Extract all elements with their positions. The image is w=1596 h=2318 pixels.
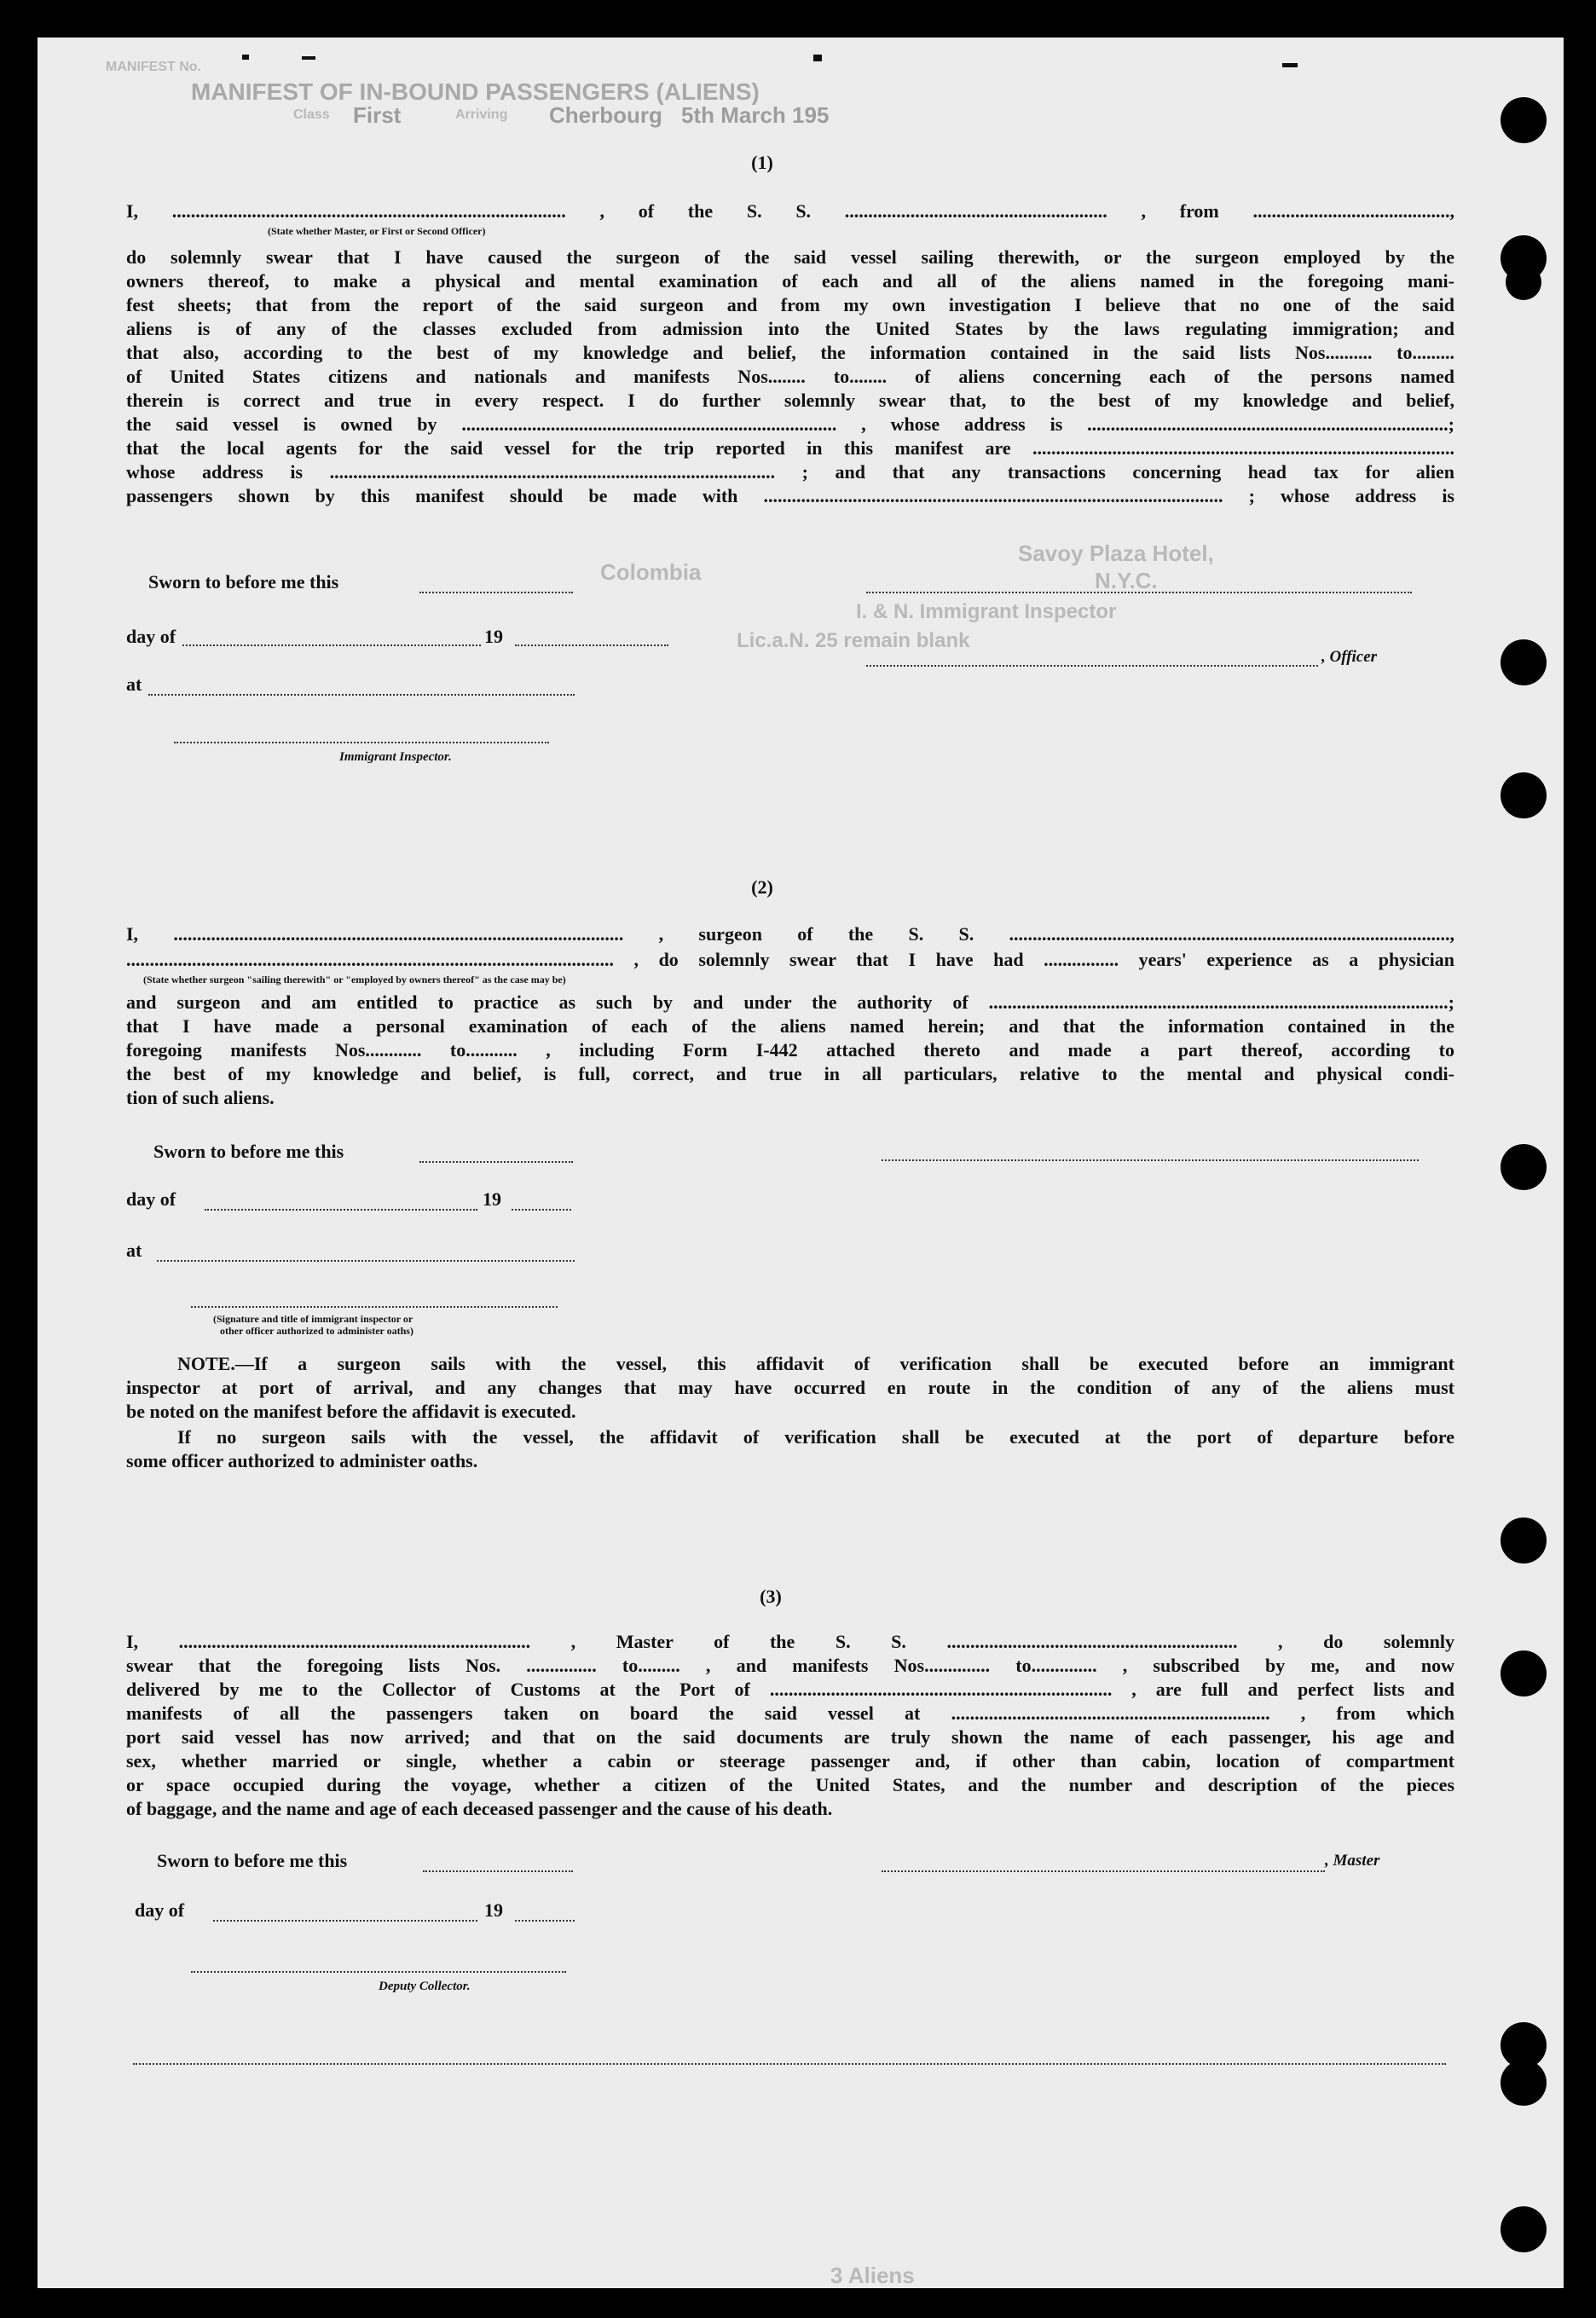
punch-hole	[1501, 1650, 1547, 1697]
section-2-at-blank	[157, 1260, 575, 1262]
ink-speck	[813, 55, 822, 61]
note-line-text: If no surgeon sails with the vessel, the affidavit of verification shall be executed at the port of departure before	[177, 1426, 1454, 1448]
section-2-line: tion of such aliens.	[126, 1087, 275, 1108]
section-1-inspector-label: Immigrant Inspector.	[339, 750, 452, 764]
section-2-line: foregoing manifests Nos............ to........... , including Form I-442 attached thereto and made a part thereof, according to	[126, 1039, 1454, 1061]
section-2-day-of-label: day of	[126, 1188, 176, 1210]
note-line: inspector at port of arrival, and any changes that may have occurred en route in the condition of any of the aliens must	[126, 1377, 1454, 1398]
section-2-sig-note-1: (Signature and title of immigrant inspector or	[213, 1313, 413, 1325]
ghost-manifest-title: MANIFEST OF IN-BOUND PASSENGERS (ALIENS)	[191, 78, 760, 105]
section-2-at-label: at	[126, 1240, 142, 1261]
punch-hole	[1501, 1517, 1547, 1564]
punch-hole	[1501, 1144, 1547, 1190]
punch-hole	[1506, 264, 1541, 300]
section-2-year-label: 19	[483, 1188, 501, 1210]
section-1-line: do solemnly swear that I have caused the surgeon of the said vessel sailing therewith, or the surgeon employed by the	[126, 246, 1454, 268]
note-line	[126, 1352, 1454, 1376]
ghost-class-value: First	[353, 102, 402, 128]
section-2-day-blank	[205, 1209, 477, 1211]
punch-hole	[1501, 772, 1547, 818]
section-1-year-label: 19	[484, 626, 503, 647]
note-line: be noted on the manifest before the affidavit is executed.	[126, 1401, 576, 1422]
section-1-line: that the local agents for the said vessel for the trip reported in this manifest are ..........................................................................................	[126, 437, 1454, 459]
ink-speck	[242, 55, 249, 60]
section-1-line: whose address is ............................................................................................... ; and that any transactions concerning head tax for alien	[126, 461, 1454, 483]
note-line	[126, 1425, 1454, 1449]
section-2-sworn-label: Sworn to before me this	[153, 1141, 344, 1162]
section-2-sig-note-2: other officer authorized to administer oaths)	[220, 1325, 413, 1337]
section-1-line: that also, according to the best of my knowledge and belief, the information contained in the said lists Nos.......... to.........	[126, 342, 1454, 363]
section-1-line: passengers shown by this manifest should be made with .................................................................................................. ; whose address is	[126, 485, 1454, 506]
section-2-year-blank	[512, 1209, 571, 1211]
section-3-heading: (3)	[760, 1586, 782, 1607]
section-1-line: the said vessel is owned by ................................................................................ , whose address is .............................................................................;	[126, 413, 1454, 435]
section-1-day-of-label: day of	[126, 626, 176, 647]
section-3-collector-line	[191, 1971, 566, 1973]
section-1-at-label: at	[126, 673, 142, 695]
section-1-line: of United States citizens and nationals and manifests Nos........ to........ of aliens concerning each of the persons named	[126, 366, 1454, 387]
section-1-line: owners thereof, to make a physical and mental examination of each and all of the aliens named in the foregoing mani-	[126, 270, 1454, 292]
section-3-master-label: , Master	[1325, 1852, 1380, 1870]
ghost-stamp-line3: Colombia	[600, 559, 702, 585]
note-line: some officer authorized to administer oaths.	[126, 1450, 478, 1471]
section-3-line: swear that the foregoing lists Nos. ............... to......... , and manifests Nos.............. to.............. , subscribed by me, and now	[126, 1655, 1454, 1676]
punch-hole	[1501, 97, 1547, 143]
punch-hole	[1501, 639, 1547, 685]
section-1-inspector-line	[174, 742, 549, 743]
section-1-officer-line	[866, 665, 1318, 667]
section-1-line1-note: (State whether Master, or First or Second Officer)	[268, 225, 486, 237]
section-2-line2-note: (State whether surgeon "sailing therewith" or "employed by owners thereof" as the case may be)	[143, 974, 566, 986]
bottom-rule	[133, 2063, 1446, 2065]
section-1-year-blank	[515, 645, 668, 646]
section-3-line: or space occupied during the voyage, whether a citizen of the United States, and the number and description of the pieces	[126, 1774, 1454, 1795]
section-3-sworn-label: Sworn to before me this	[157, 1850, 348, 1871]
section-3-line: sex, whether married or single, whether a cabin or steerage passenger and, if other than cabin, location of compartment	[126, 1750, 1454, 1772]
section-3-day-blank	[213, 1920, 477, 1922]
ghost-stamp-line5: Lic.a.N. 25 remain blank	[737, 629, 970, 652]
note-line-text: NOTE.—If a surgeon sails with the vessel, this affidavit of verification shall be executed before an immigrant	[177, 1353, 1454, 1374]
section-2-line: that I have made a personal examination of each of the aliens named herein; and that the information contained in the	[126, 1015, 1454, 1037]
section-2-signature-line	[882, 1159, 1419, 1161]
section-1-officer-label: , Officer	[1321, 648, 1378, 666]
ghost-class-suffix: Arriving	[455, 107, 508, 122]
ghost-stamp-line4: I. & N. Immigrant Inspector	[856, 600, 1117, 623]
section-2-inspector-line	[191, 1306, 558, 1308]
section-3-year-label: 19	[484, 1899, 503, 1921]
ghost-date-value: 5th March 195	[681, 102, 830, 128]
ghost-class-label: Class	[293, 107, 330, 122]
section-3-line: port said vessel has now arrived; and that on the said documents are truly shown the name of each passenger, his age and	[126, 1726, 1454, 1748]
section-1-day-blank	[182, 645, 481, 646]
section-1-line: fest sheets; that from the report of the said surgeon and from my own investigation I believe that no one of the said	[126, 294, 1454, 315]
section-3-line: manifests of all the passengers taken on board the said vessel at .................................................................... , from which	[126, 1702, 1454, 1724]
ghost-footer: 3 Aliens	[830, 2263, 915, 2288]
section-3-collector-label: Deputy Collector.	[379, 1980, 471, 1993]
section-3-sworn-blank	[423, 1870, 573, 1872]
ink-speck	[1282, 63, 1298, 67]
section-2-sworn-blank	[419, 1161, 573, 1163]
section-1-signature-line	[866, 592, 1412, 593]
section-1-sworn-label: Sworn to before me this	[148, 571, 339, 593]
section-2-line: and surgeon and am entitled to practice as such by and under the authority of ..................................................................................................;	[126, 991, 1454, 1013]
ghost-from-value: Cherbourg	[549, 102, 662, 128]
section-2-line: I, ................................................................................................ , surgeon of the S. S. ..............................................................................................,	[126, 923, 1454, 945]
manifest-affidavit-page	[38, 38, 1564, 2288]
section-3-master-line	[882, 1870, 1325, 1872]
ghost-manifest-no: MANIFEST No.	[106, 60, 201, 74]
section-3-year-blank	[515, 1920, 575, 1922]
punch-hole	[1501, 2060, 1547, 2106]
section-1-line: aliens is of any of the classes excluded from admission into the United States by the laws regulating immigration; and	[126, 318, 1454, 339]
section-2-line: the best of my knowledge and belief, is full, correct, and true in all particulars, relative to the mental and physical condi-	[126, 1063, 1454, 1084]
section-2-heading: (2)	[751, 876, 773, 898]
section-1-line: therein is correct and true in every respect. I do further solemnly swear that, to the best of my knowledge and belief,	[126, 390, 1454, 411]
ink-speck	[302, 56, 315, 60]
punch-hole	[1501, 2206, 1547, 2252]
section-1-line: I, .................................................................................... , of the S. S. ........................................................ , from ..........................................,	[126, 200, 1454, 222]
section-1-heading: (1)	[751, 152, 773, 173]
section-3-line: of baggage, and the name and age of each deceased passenger and the cause of his death.	[126, 1798, 833, 1819]
section-3-day-of-label: day of	[135, 1899, 185, 1921]
section-3-line: delivered by me to the Collector of Customs at the Port of ......................................................................... , are full and perfect lists and	[126, 1679, 1454, 1700]
section-1-at-blank	[148, 694, 575, 696]
ghost-stamp-line2: N.Y.C.	[1095, 568, 1158, 593]
ghost-stamp-line1: Savoy Plaza Hotel,	[1018, 540, 1214, 566]
section-3-line: I, ........................................................................... , Master of the S. S. .............................................................. , do solemnly	[126, 1631, 1454, 1652]
section-1-sworn-blank	[419, 592, 573, 593]
section-2-line: ........................................................................................................ , do solemnly swear that I have had ................ years' experience as a physician	[126, 949, 1454, 970]
